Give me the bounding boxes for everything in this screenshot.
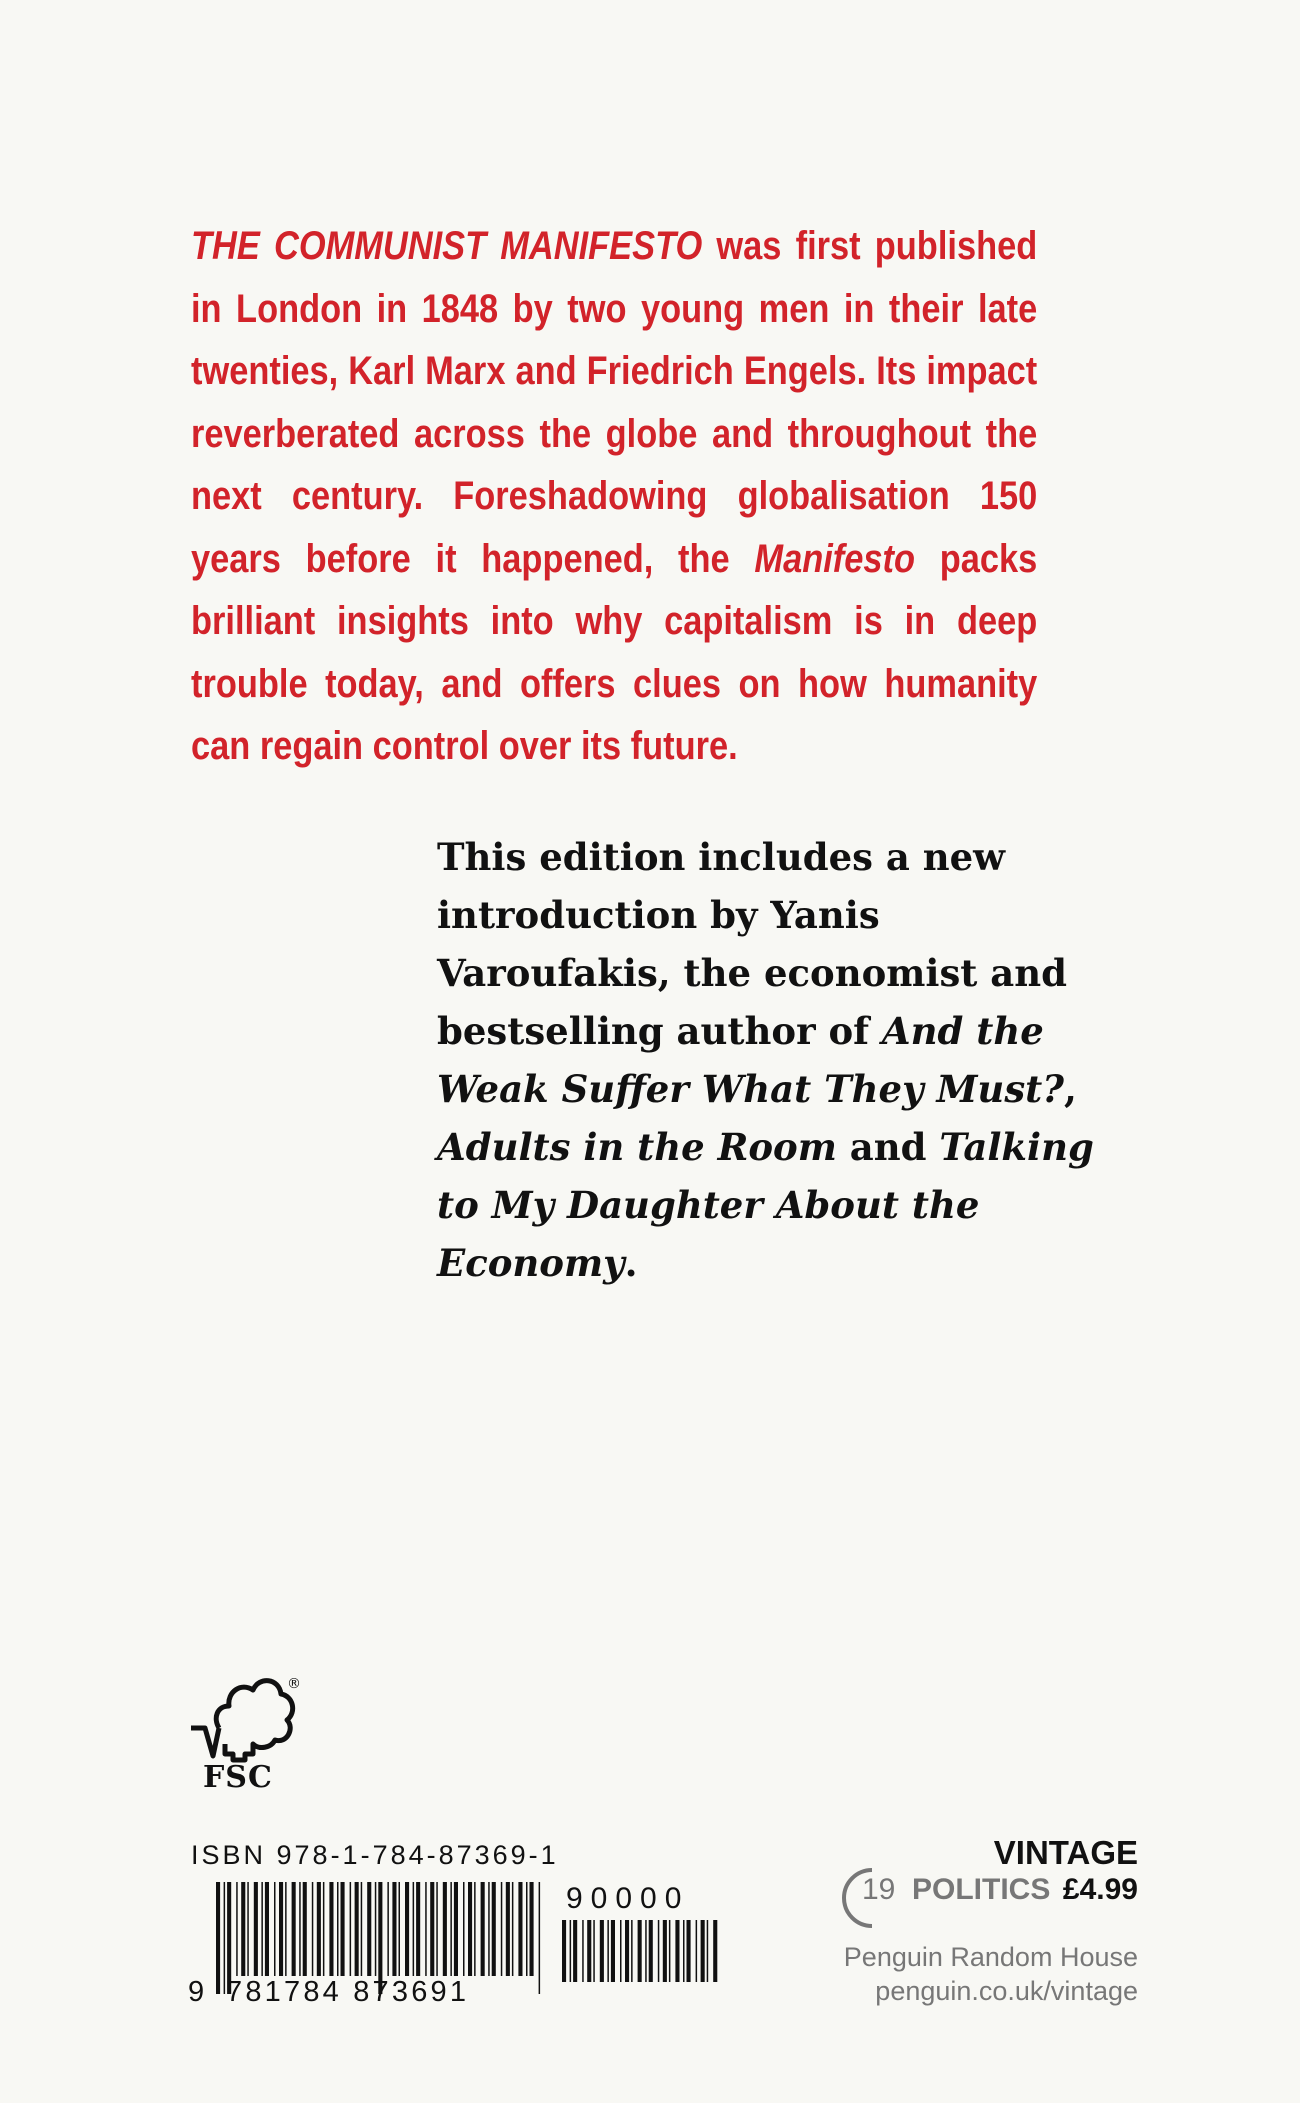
category-label: POLITICS [912, 1873, 1051, 1906]
barcode-bar [413, 1882, 415, 1976]
barcode-bar [216, 1882, 220, 1994]
barcode-bar [387, 1882, 389, 1976]
book-title-2: Adults in the Room [437, 1125, 837, 1169]
barcode-bar [625, 1920, 629, 1982]
barcode-bar [658, 1920, 660, 1982]
barcode-bar [405, 1882, 409, 1976]
barcode-bar [481, 1882, 485, 1976]
barcode-bar [638, 1920, 642, 1982]
barcode-bar [254, 1882, 258, 1976]
barcode-bar [463, 1882, 465, 1976]
barcode-bar [355, 1882, 359, 1976]
separator-1: , [1063, 1067, 1077, 1111]
red-blurb-text-1: was first published in London in 1848 by two young men in their late twenties, Karl Marx and Friedrich Engels. Its impact reverberated across the globe and throughout the next century. Foreshadowing globalisation 150 years before it happened, the [191, 224, 1038, 581]
barcode-bar [367, 1882, 371, 1976]
barcode-bar [392, 1882, 396, 1976]
separator-2: and [836, 1125, 940, 1169]
black-blurb-paragraph [437, 828, 1117, 1292]
barcode-bar [649, 1920, 653, 1982]
barcode-bar [292, 1882, 296, 1976]
barcode-bar [669, 1920, 671, 1982]
book-title-italic: THE COMMUNIST MANIFESTO [191, 224, 703, 268]
barcode-bar [587, 1920, 591, 1982]
barcode-bar [707, 1920, 709, 1982]
barcode-bar [683, 1920, 685, 1982]
ean-digits: 781784 873691 [226, 1976, 470, 2008]
barcode-bar [247, 1882, 249, 1976]
barcode-bar [620, 1920, 622, 1982]
barcode-bar [573, 1920, 577, 1982]
barcode-bar [436, 1882, 438, 1976]
barcode-bar [329, 1882, 333, 1976]
barcode-bar [600, 1920, 604, 1982]
barcode-bar [312, 1882, 314, 1976]
barcode-bar [399, 1882, 401, 1976]
barcode-bar [350, 1882, 352, 1976]
barcode-bar [713, 1920, 717, 1982]
book-title-1: And the Weak Suffer What They Must? [437, 1009, 1064, 1111]
addon-barcode [562, 1920, 719, 2000]
blurb-end: . [624, 1241, 638, 1285]
barcode-bar [492, 1882, 496, 1976]
manifesto-italic: Manifesto [754, 536, 915, 581]
circle-number: 19 [862, 1873, 896, 1906]
publisher-url: penguin.co.uk/vintage [875, 1976, 1138, 2006]
barcode-bar [317, 1882, 321, 1976]
barcode-bar [570, 1920, 572, 1982]
barcode-bar [241, 1882, 245, 1976]
barcode-bar [663, 1920, 667, 1982]
barcode-bar [526, 1882, 528, 1976]
barcode-bar [450, 1882, 452, 1976]
barcode-bar [285, 1882, 287, 1976]
barcode-bar [506, 1882, 510, 1976]
isbn-label: ISBN 978-1-784-87369-1 [191, 1840, 559, 1870]
barcode-bar [607, 1920, 609, 1982]
barcode-bar [236, 1882, 238, 1976]
barcode-bar [430, 1882, 434, 1976]
barcode-bar [454, 1882, 458, 1976]
barcode-bar [687, 1920, 691, 1982]
barcode-bar [582, 1920, 584, 1982]
barcode-bar [361, 1882, 363, 1976]
ean-first-digit: 9 [188, 1976, 205, 2008]
barcode-bar [337, 1882, 339, 1976]
barcode-bar [375, 1882, 377, 1976]
barcode-bar [265, 1882, 269, 1976]
barcode-bar [279, 1882, 283, 1976]
barcode-bar [443, 1882, 447, 1976]
barcode-bar [474, 1882, 476, 1976]
barcode-bar [416, 1882, 420, 1976]
barcode-bar [224, 1882, 226, 1994]
barcode-bar [512, 1882, 514, 1976]
barcode-bar [323, 1882, 325, 1976]
barcode-bar [303, 1882, 307, 1976]
barcode-bar [631, 1920, 633, 1982]
barcode-bar [701, 1920, 705, 1982]
barcode-bar [341, 1882, 345, 1976]
barcode-bar [696, 1920, 698, 1982]
barcode-bar [518, 1882, 522, 1976]
price-label: £4.99 [1062, 1873, 1138, 1906]
barcode-bar [488, 1882, 490, 1976]
barcode-bar [530, 1882, 534, 1976]
fsc-label: FSC [203, 1760, 273, 1795]
barcode-bar [468, 1882, 472, 1976]
red-blurb-text-2: packs brilliant insights into why capitalism is in deep trouble today, and offers clues on how humanity can regain control over its future. [191, 536, 1038, 768]
registered-mark: ® [287, 1676, 301, 1692]
barcode-bar [645, 1920, 647, 1982]
barcode-bar [539, 1882, 541, 1994]
black-blurb-text-1: This edition includes a new introduction by Yanis Varoufakis, the economist and bestselling author of [437, 835, 1068, 1053]
barcode-bar [425, 1882, 427, 1976]
barcode-bar [299, 1882, 301, 1976]
barcode-bar [501, 1882, 503, 1976]
vintage-imprint: VINTAGE [993, 1834, 1138, 1871]
barcode-bar [675, 1920, 679, 1982]
barcode-bar [611, 1920, 615, 1982]
publisher-name: Penguin Random House [843, 1942, 1138, 1972]
barcode-addon-digits: 90000 [566, 1882, 690, 1915]
barcode-bar [562, 1920, 566, 1982]
red-blurb-paragraph [191, 215, 1037, 778]
book-title-3: Talking to My Daughter About the Economy [437, 1125, 1094, 1285]
barcode-bar [261, 1882, 263, 1976]
barcode-bar [593, 1920, 595, 1982]
barcode-bar [274, 1882, 276, 1976]
